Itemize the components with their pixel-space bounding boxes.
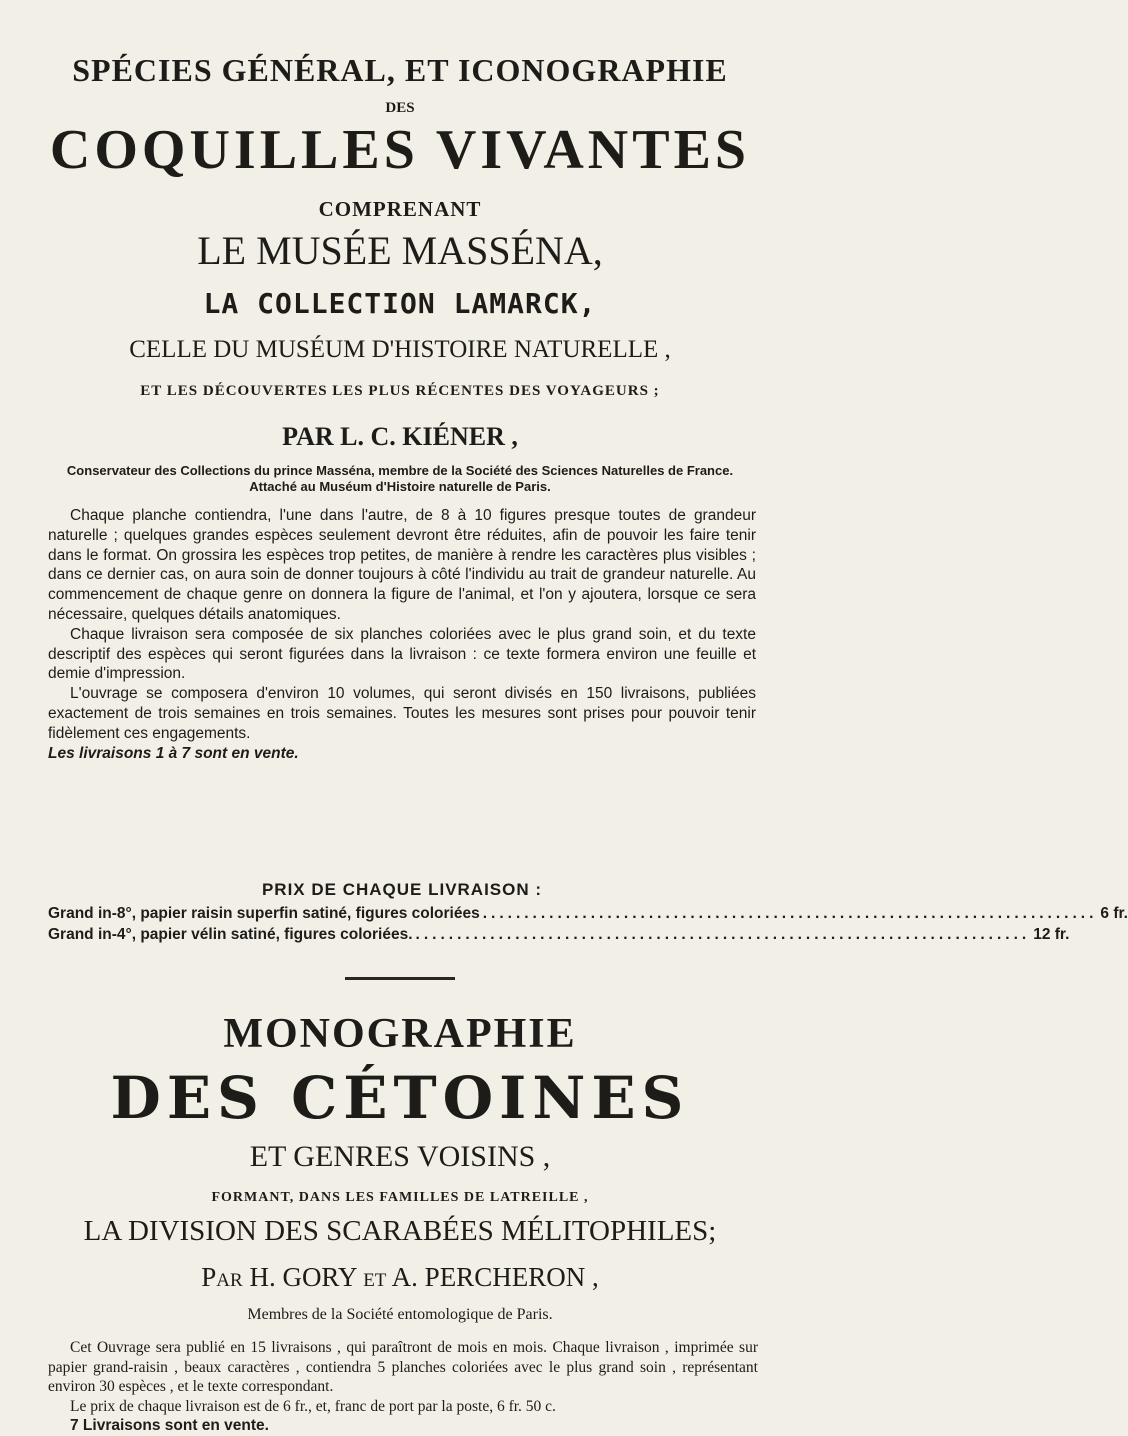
- author-role-2: Attaché au Muséum d'Histoire naturelle de Paris.: [249, 479, 551, 494]
- price-value: 6 fr.: [1100, 905, 1128, 922]
- title-line-1: SPÉCIES GÉNÉRAL, ET ICONOGRAPHIE: [72, 52, 728, 88]
- price-value: 12 fr.: [1033, 926, 1070, 943]
- monographie-text: [48, 1338, 758, 1436]
- price-list: [48, 903, 1128, 945]
- section-divider: [345, 977, 455, 980]
- leader-dots: ..........................................................................: [482, 905, 1098, 922]
- prix-title: PRIX DE CHAQUE LIVRAISON :: [261, 880, 543, 899]
- museum-line: CELLE DU MUSÉUM D'HISTOIRE NATURELLE ,: [129, 336, 671, 363]
- author-role: [40, 463, 760, 495]
- decouvertes-line: ET LES DÉCOUVERTES LES PLUS RÉCENTES DES VOYAGEURS ;: [140, 383, 660, 399]
- main-title: COQUILLES VIVANTES: [49, 119, 751, 181]
- genres-line: ET GENRES VOISINS ,: [249, 1140, 551, 1173]
- paragraph-ouvrage: L'ouvrage se composera d'environ 10 volumes, qui seront divisés en 150 livraisons, publiées exactement de trois semaines en trois semaines. Toutes les mesures sont prises pour pouvoir tenir fidèlement ces engagements.: [48, 685, 756, 742]
- formant-line: FORMANT, DANS LES FAMILLES DE LATREILLE ,: [211, 1190, 589, 1205]
- cetoines-livraisons-en-vente: 7 Livraisons sont en vente.: [70, 1417, 269, 1434]
- author-role-1: Conservateur des Collections du prince Masséna, membre de la Société des Sciences Naturelles de France.: [66, 463, 734, 478]
- description-text: [48, 506, 756, 763]
- paragraph-ouvrage-cetoines: Cet Ouvrage sera publié en 15 livraisons , qui paraîtront de mois en mois. Chaque livraison , imprimée sur papier grand-raisin , beaux caractères , contiendra 5 planches coloriées avec le plus grand soin , représentant environ 30 espèces , et le texte correspondant.: [48, 1339, 758, 1395]
- des-line: DES: [385, 100, 415, 116]
- price-label: Grand in-4°, papier vélin satiné, figures coloriées.: [48, 926, 413, 943]
- comprenant-line: COMPRENANT: [318, 197, 482, 221]
- livraisons-en-vente: Les livraisons 1 à 7 sont en vente.: [48, 744, 299, 762]
- cetoines-title: DES CÉTOINES: [110, 1064, 690, 1132]
- paragraph-prix-cetoines: Le prix de chaque livraison est de 6 fr., et, franc de port par la poste, 6 fr. 50 c.: [70, 1397, 556, 1415]
- lamarck-line: LA COLLECTION LAMARCK,: [203, 287, 597, 320]
- leader-dots: ..........................................................................: [415, 926, 1031, 943]
- price-row: [48, 903, 1128, 924]
- author-line: PAR L. C. KIÉNER ,: [282, 422, 518, 451]
- membres-line: Membres de la Société entomologique de Paris.: [247, 1306, 553, 1323]
- paragraph-planches: Chaque planche contiendra, l'une dans l'autre, de 8 à 10 figures presque toutes de grandeur naturelle ; quelques grandes espèces seulement devront être réduites, afin de pouvoir les faire tenir dans le format. On grossira les espèces trop petites, de manière à rendre les caractères plus visibles ; dans ce dernier cas, on aura soin de donner toujours à côté l'individu au trait de grandeur naturelle. Au commencement de chaque genre on donnera la figure de l'animal, et l'on y ajoutera, lorsque ce sera nécessaire, quelques détails anatomiques.: [48, 507, 756, 623]
- price-row: [48, 924, 1070, 945]
- price-label: Grand in-8°, papier raisin superfin satiné, figures coloriées: [48, 905, 480, 922]
- division-line: LA DIVISION DES SCARABÉES MÉLITOPHILES;: [83, 1215, 717, 1247]
- paragraph-livraison: Chaque livraison sera composée de six planches coloriées avec le plus grand soin, et du texte descriptif des espèces qui seront figurées dans la livraison : ce texte formera environ une feuille et demie d'impression.: [48, 625, 756, 683]
- authors-line: Par H. GORY et A. PERCHERON ,: [201, 1262, 599, 1292]
- monographie-title: MONOGRAPHIE: [223, 1011, 577, 1057]
- musee-line: LE MUSÉE MASSÉNA,: [197, 228, 603, 273]
